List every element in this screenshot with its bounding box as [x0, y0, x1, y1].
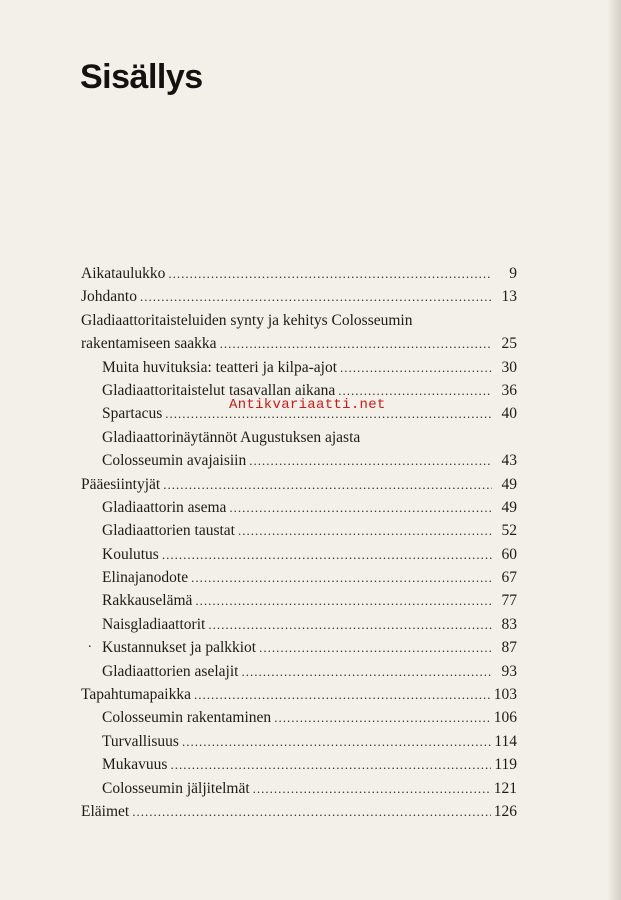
toc-entry-page-number: 43 — [501, 452, 517, 470]
toc-entry — [81, 473, 517, 496]
toc-entry — [81, 356, 517, 379]
toc-entry-label: Gladiaattorien taustat — [102, 522, 235, 540]
toc-entry-page-number: 36 — [501, 381, 517, 399]
toc-entry — [81, 543, 517, 566]
toc-entry — [81, 730, 517, 753]
toc-entry — [81, 800, 517, 823]
dot-leader — [259, 636, 492, 659]
toc-entry-label: Gladiaattorinäytännöt Augustuksen ajasta — [102, 428, 361, 446]
toc-entry-page-number: 60 — [501, 545, 517, 563]
toc-entry-label: Elinajanodote — [102, 569, 189, 587]
toc-entry — [81, 589, 517, 612]
toc-entry-page-number: 52 — [501, 522, 517, 540]
toc-entry-label: Muita huvituksia: teatteri ja kilpa-ajot — [102, 358, 338, 376]
toc-entry-label: rakentamiseen saakka — [81, 335, 217, 353]
dot-leader — [229, 496, 492, 519]
toc-entry-label: Kustannukset ja palkkiot — [102, 639, 257, 657]
toc-entry — [81, 519, 517, 542]
toc-entry — [81, 496, 517, 519]
toc-entry — [81, 660, 517, 683]
toc-entry — [81, 426, 517, 449]
toc-entry-label: Tapahtumapaikka — [81, 686, 191, 704]
dot-leader — [140, 285, 492, 308]
toc-entry-page-number: 30 — [501, 358, 517, 376]
toc-entry-label: Gladiaattorien aselajit — [102, 662, 239, 680]
toc-entry-label: Mukavuus — [102, 756, 168, 774]
toc-entry-page-number: 93 — [501, 662, 517, 680]
dot-leader — [238, 519, 492, 542]
toc-entry-page-number: 83 — [501, 615, 517, 633]
dot-leader — [132, 800, 491, 823]
toc-entry-page-number: 114 — [494, 732, 517, 750]
toc-entry-page-number: 67 — [501, 569, 517, 587]
toc-entry-page-number: 87 — [501, 639, 517, 657]
dot-leader — [241, 660, 492, 683]
dot-leader — [195, 589, 492, 612]
toc-entry-page-number: 49 — [501, 475, 517, 493]
toc-entry-label: Johdanto — [81, 288, 137, 306]
dot-leader — [191, 566, 492, 589]
toc-entry-page-number: 25 — [501, 335, 517, 353]
toc-entry-page-number: 40 — [501, 405, 517, 423]
toc-entry-label: Colosseumin avajaisiin — [102, 452, 247, 470]
toc-entry-label: Koulutus — [102, 545, 159, 563]
toc-entry-label: Colosseumin jäljitelmät — [102, 779, 250, 797]
dot-leader — [170, 753, 491, 776]
toc-entry-page-number: 121 — [493, 779, 517, 797]
toc-entry — [81, 636, 517, 659]
dot-leader — [249, 449, 492, 472]
page-title: Sisällys — [80, 58, 203, 96]
toc-entry — [81, 332, 517, 355]
toc-entry-page-number: 103 — [493, 686, 517, 704]
toc-entry — [81, 309, 517, 332]
stray-mark: . — [88, 636, 92, 651]
toc-entry — [81, 262, 517, 285]
dot-leader — [182, 730, 491, 753]
dot-leader — [220, 332, 492, 355]
toc-entry — [81, 566, 517, 589]
watermark: Antikvariaatti.net — [229, 397, 386, 413]
toc-entry — [81, 706, 517, 729]
toc-entry — [81, 753, 517, 776]
toc-entry-label: Turvallisuus — [102, 732, 179, 750]
dot-leader — [168, 262, 492, 285]
toc-entry-label: Rakkauselämä — [102, 592, 193, 610]
toc-entry-label: Aikataulukko — [81, 265, 166, 282]
toc-entry-label: Gladiaattoritaisteluiden synty ja kehitys Colosseumin — [81, 311, 413, 329]
dot-leader — [253, 777, 491, 800]
toc-entry-page-number: 126 — [493, 802, 517, 820]
toc-entry-label: Gladiaattoritaistelut tasavallan aikana — [102, 381, 336, 399]
table-of-contents — [81, 262, 517, 823]
toc-entry — [81, 613, 517, 636]
toc-entry-page-number: 77 — [501, 592, 517, 610]
dot-leader — [274, 706, 491, 729]
toc-entry-page-number: 106 — [493, 709, 517, 727]
toc-entry — [81, 285, 517, 308]
toc-entry-label: Gladiaattorin asema — [102, 498, 227, 516]
toc-entry-page-number: 49 — [501, 498, 517, 516]
toc-entry-page-number: 119 — [494, 756, 517, 774]
toc-entry-label: Naisgladiaattorit — [102, 615, 206, 633]
toc-entry-label: Pääesiintyjät — [81, 475, 161, 493]
toc-entry-page-number: 13 — [501, 288, 517, 306]
toc-entry-label: Colosseumin rakentaminen — [102, 709, 272, 727]
dot-leader — [194, 683, 491, 706]
dot-leader — [162, 543, 492, 566]
toc-entry-label: Spartacus — [102, 405, 163, 423]
dot-leader — [208, 613, 492, 636]
toc-entry — [81, 683, 517, 706]
toc-entry-label: Eläimet — [81, 802, 130, 820]
toc-entry-page-number: 9 — [509, 265, 517, 282]
dot-leader — [340, 356, 492, 379]
page-edge-shadow — [607, 0, 621, 900]
toc-entry — [81, 777, 517, 800]
toc-entry — [81, 449, 517, 472]
dot-leader — [163, 473, 492, 496]
